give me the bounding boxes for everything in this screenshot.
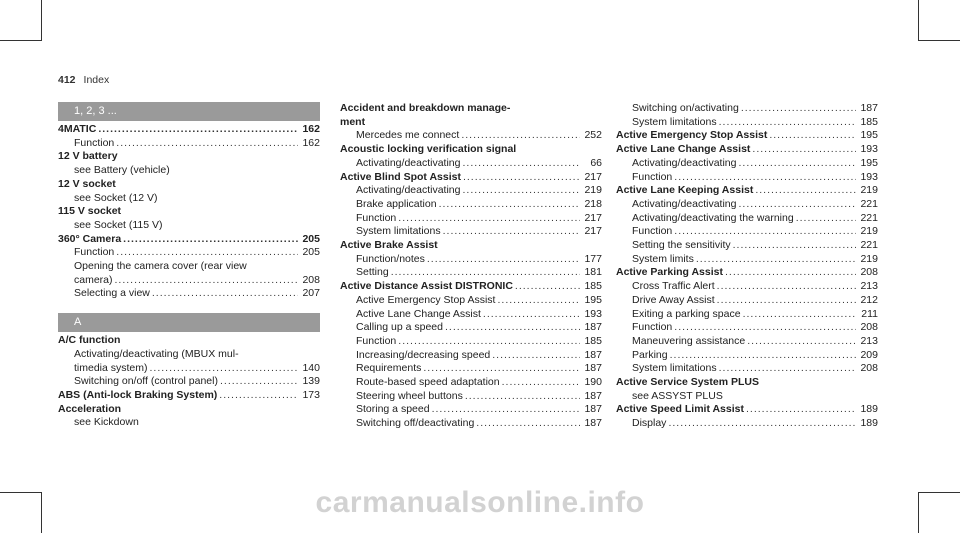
index-subentry: see ASSYST PLUS: [632, 389, 723, 402]
index-entry: Active Parking Assist ..... 208: [616, 266, 878, 280]
index-subentry: Activating/deactivating ..... 66: [340, 157, 602, 171]
index-subentry: Switching on/activating ..... 187: [616, 102, 878, 116]
index-subentry: Requirements ..... 187: [340, 362, 602, 376]
index-entry: Active Blind Spot Assist ..... 217: [340, 171, 602, 185]
index-subentry: camera) ..... 208: [58, 274, 320, 288]
index-subentry: Opening the camera cover (rear view: [74, 260, 247, 273]
index-subentry: Cross Traffic Alert ..... 213: [616, 280, 878, 294]
index-entry: Active Brake Assist: [340, 239, 438, 252]
index-subentry: Display ..... 189: [616, 417, 878, 431]
index-subentry: see Battery (vehicle): [74, 164, 170, 177]
index-subentry: Steering wheel buttons ..... 187: [340, 390, 602, 404]
index-column-2: [340, 102, 602, 431]
index-entry: Active Speed Limit Assist ..... 189: [616, 403, 878, 417]
index-subentry: System limits ..... 219: [616, 253, 878, 267]
section-heading: A: [58, 313, 320, 332]
index-subentry: Activating/deactivating ..... 195: [616, 157, 878, 171]
index-subentry: System limitations ..... 208: [616, 362, 878, 376]
index-column-1: [58, 102, 320, 430]
index-subentry: Function ..... 162: [58, 137, 320, 151]
index-subentry: Function ..... 185: [340, 335, 602, 349]
index-subentry: Drive Away Assist ..... 212: [616, 294, 878, 308]
index-subentry: Parking ..... 209: [616, 349, 878, 363]
index-subentry: Mercedes me connect ..... 252: [340, 129, 602, 143]
index-subentry: Function/notes ..... 177: [340, 253, 602, 267]
index-entry: 360° Camera ..... 205: [58, 233, 320, 247]
index-subentry: Exiting a parking space ..... 211: [616, 308, 878, 322]
index-subentry: see Socket (12 V): [74, 191, 158, 204]
index-entry: Acoustic locking verification signal: [340, 143, 517, 156]
watermark: carmanualsonline.info: [315, 486, 645, 519]
index-subentry: Active Lane Change Assist ..... 193: [340, 308, 602, 322]
index-subentry: Function ..... 219: [616, 225, 878, 239]
index-subentry: Function ..... 217: [340, 212, 602, 226]
index-entry: Accident and breakdown manage-: [340, 102, 511, 114]
index-subentry: see Kickdown: [74, 416, 139, 429]
index-subentry: see Socket (115 V): [74, 218, 163, 231]
index-entry: 12 V socket: [58, 177, 116, 190]
index-subentry: Function ..... 205: [58, 246, 320, 260]
index-subentry: Calling up a speed ..... 187: [340, 321, 602, 335]
section-heading: 1, 2, 3 ...: [58, 102, 320, 121]
index-subentry: Increasing/decreasing speed ..... 187: [340, 349, 602, 363]
index-subentry: Setting ..... 181: [340, 266, 602, 280]
index-subentry: Switching on/off (control panel) ..... 139: [58, 375, 320, 389]
index-subentry: timedia system) ..... 140: [58, 362, 320, 376]
index-subentry: Activating/deactivating ..... 221: [616, 198, 878, 212]
index-entry: ABS (Anti-lock Braking System) ..... 173: [58, 389, 320, 403]
index-entry: ment: [340, 115, 366, 128]
index-subentry: System limitations ..... 217: [340, 225, 602, 239]
index-entry: 115 V socket: [58, 205, 122, 218]
crop-mark: [41, 0, 42, 40]
index-entry: A/C function: [58, 334, 121, 347]
index-subentry: Activating/deactivating ..... 219: [340, 184, 602, 198]
index-entry: Active Lane Keeping Assist ..... 219: [616, 184, 878, 198]
index-subentry: Setting the sensitivity ..... 221: [616, 239, 878, 253]
crop-mark: [918, 0, 919, 40]
index-subentry: Function ..... 208: [616, 321, 878, 335]
index-entry: Active Emergency Stop Assist ..... 195: [616, 129, 878, 143]
index-subentry: Switching off/deactivating ..... 187: [340, 417, 602, 431]
index-subentry: Activating/deactivating the warning ..... 221: [616, 212, 878, 226]
index-entry: 12 V battery: [58, 150, 118, 163]
index-subentry: Activating/deactivating (MBUX mul-: [74, 347, 239, 360]
index-subentry: Selecting a view ..... 207: [58, 287, 320, 301]
index-entry: Acceleration: [58, 402, 122, 415]
index-column-3: [616, 102, 878, 431]
index-entry: Active Lane Change Assist ..... 193: [616, 143, 878, 157]
crop-mark: [0, 40, 42, 41]
index-entry: 4MATIC ..... 162: [58, 123, 320, 137]
index-entry: Active Service System PLUS: [616, 376, 759, 389]
index-subentry: Maneuvering assistance ..... 213: [616, 335, 878, 349]
page-header: [58, 74, 109, 86]
index-subentry: Function ..... 193: [616, 171, 878, 185]
index-subentry: System limitations ..... 185: [616, 116, 878, 130]
index-subentry: Brake application ..... 218: [340, 198, 602, 212]
index-subentry: Route-based speed adaptation ..... 190: [340, 376, 602, 390]
index-subentry: Active Emergency Stop Assist ..... 195: [340, 294, 602, 308]
page-number: 412: [58, 74, 76, 86]
crop-mark: [918, 40, 960, 41]
index-entry: Active Distance Assist DISTRONIC ..... 185: [340, 280, 602, 294]
section-title: Index: [83, 74, 110, 86]
index-subentry: Storing a speed ..... 187: [340, 403, 602, 417]
